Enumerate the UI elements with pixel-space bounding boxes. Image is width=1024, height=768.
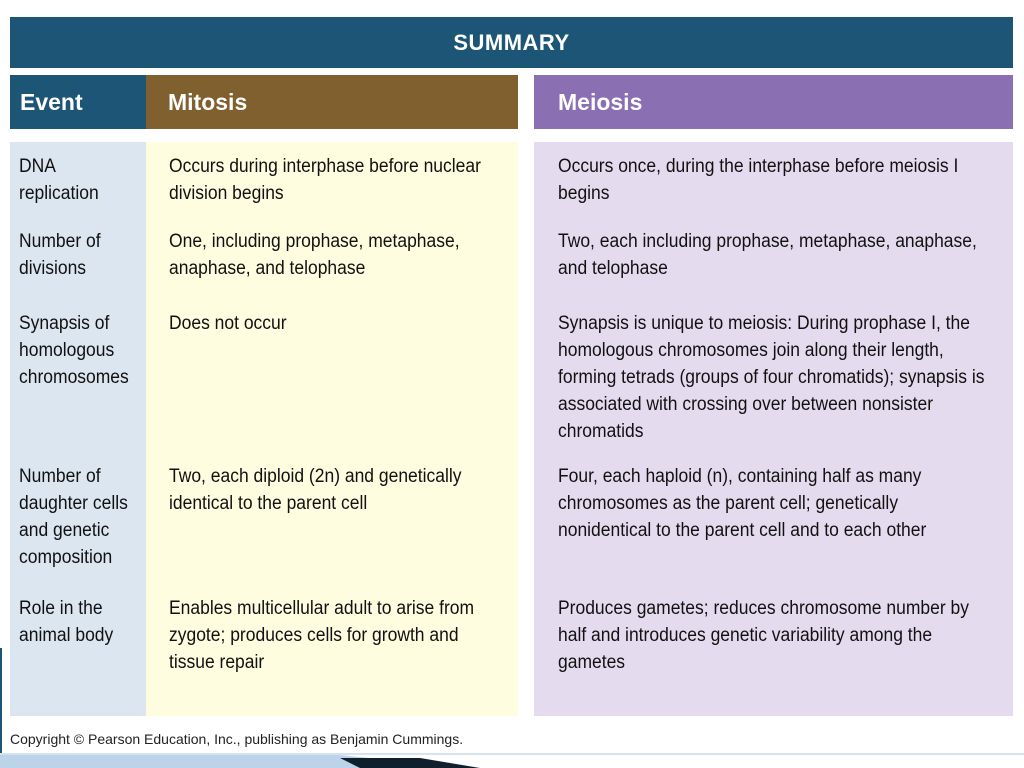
row-daughter-cells-mitosis: Two, each diploid (2n) and genetically identical to the parent cell (169, 466, 462, 514)
row-divisions-mitosis: One, including prophase, metaphase, anaphase, and telophase (169, 231, 460, 279)
row-dna-replication-mitosis: Occurs during interphase before nuclear division begins (169, 156, 481, 204)
row-role-mitosis: Enables multicellular adult to arise from zygote; produces cells for growth and tissue repair (169, 598, 475, 673)
row-synapsis-mitosis: Does not occur (169, 313, 287, 334)
mitosis-column-header: Mitosis (146, 75, 518, 129)
row-daughter-cells-meiosis: Four, each haploid (n), containing half as many chromosomes as the parent cell; genetically nonidentical to the parent cell and to each other (558, 466, 927, 541)
row-dna-replication-event: DNA replication (19, 156, 99, 204)
slide-footer-swoosh (0, 755, 1024, 768)
table-title: SUMMARY (10, 17, 1013, 68)
row-synapsis-event: Synapsis of homologous chromosomes (19, 313, 129, 388)
meiosis-column-header: Meiosis (534, 75, 1013, 129)
swoosh-dark-band (340, 758, 480, 768)
copyright-notice: Copyright © Pearson Education, Inc., publishing as Benjamin Cummings. (10, 731, 464, 747)
row-role-meiosis: Produces gametes; reduces chromosome number by half and introduces genetic variability among the gametes (558, 598, 969, 673)
row-divisions-meiosis: Two, each including prophase, metaphase, anaphase, and telophase (558, 231, 977, 279)
row-dna-replication-meiosis: Occurs once, during the interphase before meiosis I begins (558, 156, 959, 204)
row-synapsis-meiosis: Synapsis is unique to meiosis: During prophase I, the homologous chromosomes join along their length, forming tetrads (groups of four chromatids); synapsis is associated with crossing over between nonsister chromatids (558, 313, 985, 442)
left-decorative-rule (0, 648, 2, 768)
row-divisions-event: Number of divisions (19, 231, 101, 279)
row-role-event: Role in the animal body (19, 598, 114, 646)
event-column-header: Event (10, 75, 146, 129)
row-daughter-cells-event: Number of daughter cells and genetic composition (19, 466, 128, 568)
